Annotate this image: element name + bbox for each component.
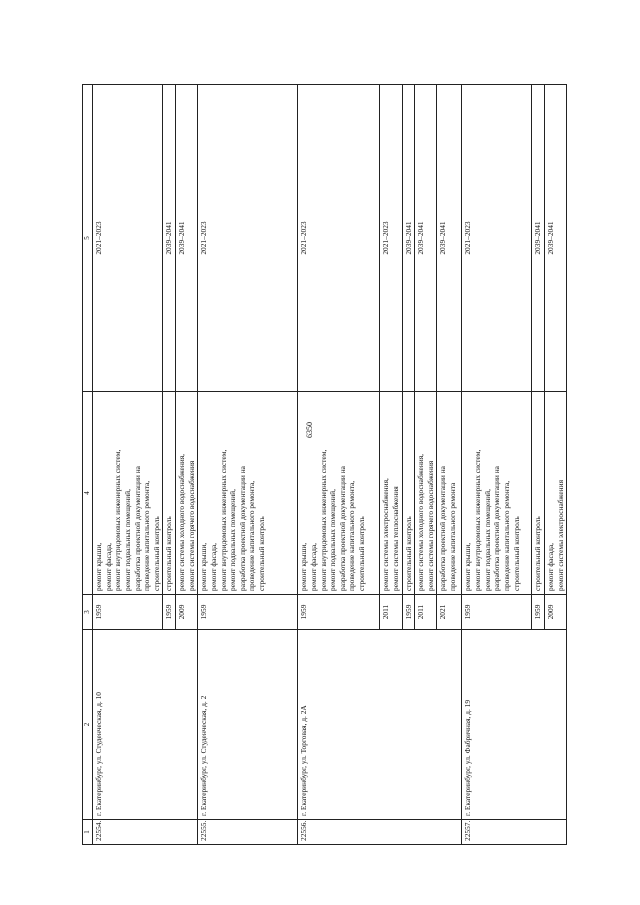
work-type-cell: ремонт системы холодного водоснабжения, ремонт системы горячего водоснабжения (415, 392, 437, 595)
period-cell: 2021–2023 (298, 85, 380, 392)
period-cell: 2039–2041 (545, 85, 567, 392)
work-type-cell: строительный контроль (532, 392, 545, 595)
period-cell: 2039–2041 (402, 85, 415, 392)
period-cell: 2021–2023 (93, 85, 163, 392)
period-cell: 2021–2023 (380, 85, 402, 392)
year-cell: 1959 (163, 595, 176, 630)
address-cell: г. Екатеринбург, ул. Торговая, д. 2А (298, 630, 462, 820)
header-row (83, 85, 93, 845)
year-cell: 2009 (176, 595, 198, 630)
year-cell: 2021 (437, 595, 462, 630)
header-col-4: 4 (83, 392, 93, 595)
table-row (462, 85, 532, 845)
row-number-cell: 22556. (298, 820, 462, 845)
year-cell: 1959 (93, 595, 163, 630)
work-type-cell: разработка проектной документации на проведение капитального ремонта (437, 392, 462, 595)
year-cell: 1959 (402, 595, 415, 630)
year-cell: 2011 (380, 595, 402, 630)
rotated-table-wrap (82, 85, 602, 845)
table-row (298, 85, 380, 845)
year-cell: 2011 (415, 595, 437, 630)
work-type-cell: строительный контроль (402, 392, 415, 595)
address-cell: г. Екатеринбург, ул. Фабричная, д. 19 (462, 630, 567, 820)
work-type-cell: ремонт крыши, ремонт внутридомовых инженерных систем, ремонт подвальных помещений, разработка проектной документации на проведение капитального ремонта, строительный контроль (462, 392, 532, 595)
work-type-cell: ремонт фасада, ремонт системы электроснабжения (545, 392, 567, 595)
period-cell: 2039–2041 (415, 85, 437, 392)
address-cell: г. Екатеринбург, ул. Студенческая, д. 2 (198, 630, 298, 820)
address-cell: г. Екатеринбург, ул. Студенческая, д. 10 (93, 630, 198, 820)
table-body (93, 85, 567, 845)
year-cell: 2009 (545, 595, 567, 630)
row-number-cell: 22557. (462, 820, 567, 845)
header-col-5: 5 (83, 85, 93, 392)
period-cell: 2039–2041 (163, 85, 176, 392)
work-type-cell: ремонт крыши, ремонт фасада, ремонт внутридомовых инженерных систем, ремонт подвальных помещений, разработка проектной документации на проведение капитального ремонта, строительный контроль (93, 392, 163, 595)
year-cell: 1959 (298, 595, 380, 630)
work-type-cell: строительный контроль (163, 392, 176, 595)
year-cell: 1959 (462, 595, 532, 630)
work-type-cell: ремонт системы электроснабжения, ремонт системы теплоснабжения (380, 392, 402, 595)
page-number: 6350 (305, 422, 314, 438)
year-cell: 1959 (532, 595, 545, 630)
period-cell: 2039–2041 (176, 85, 198, 392)
period-cell: 2021–2023 (198, 85, 298, 392)
work-type-cell: ремонт системы холодного водоснабжения, ремонт системы горячего водоснабжения (176, 392, 198, 595)
row-number-cell: 22554. (93, 820, 198, 845)
work-type-cell: ремонт крыши, ремонт фасада, ремонт внутридомовых инженерных систем, ремонт подвальных помещений, разработка проектной документации на проведение капитального ремонта, строительный контроль (298, 392, 380, 595)
period-cell: 2039–2041 (532, 85, 545, 392)
header-col-1: 1 (83, 820, 93, 845)
table-row (198, 85, 298, 845)
table-row (93, 85, 163, 845)
period-cell: 2021–2023 (462, 85, 532, 392)
period-cell: 2039–2041 (437, 85, 462, 392)
year-cell: 1959 (198, 595, 298, 630)
repair-plan-table (82, 84, 567, 845)
header-col-2: 2 (83, 630, 93, 820)
header-col-3: 3 (83, 595, 93, 630)
work-type-cell: ремонт крыши, ремонт фасада, ремонт внутридомовых инженерных систем, ремонт подвальных помещений, разработка проектной документации на проведение капитального ремонта, строительный контроль (198, 392, 298, 595)
row-number-cell: 22555. (198, 820, 298, 845)
